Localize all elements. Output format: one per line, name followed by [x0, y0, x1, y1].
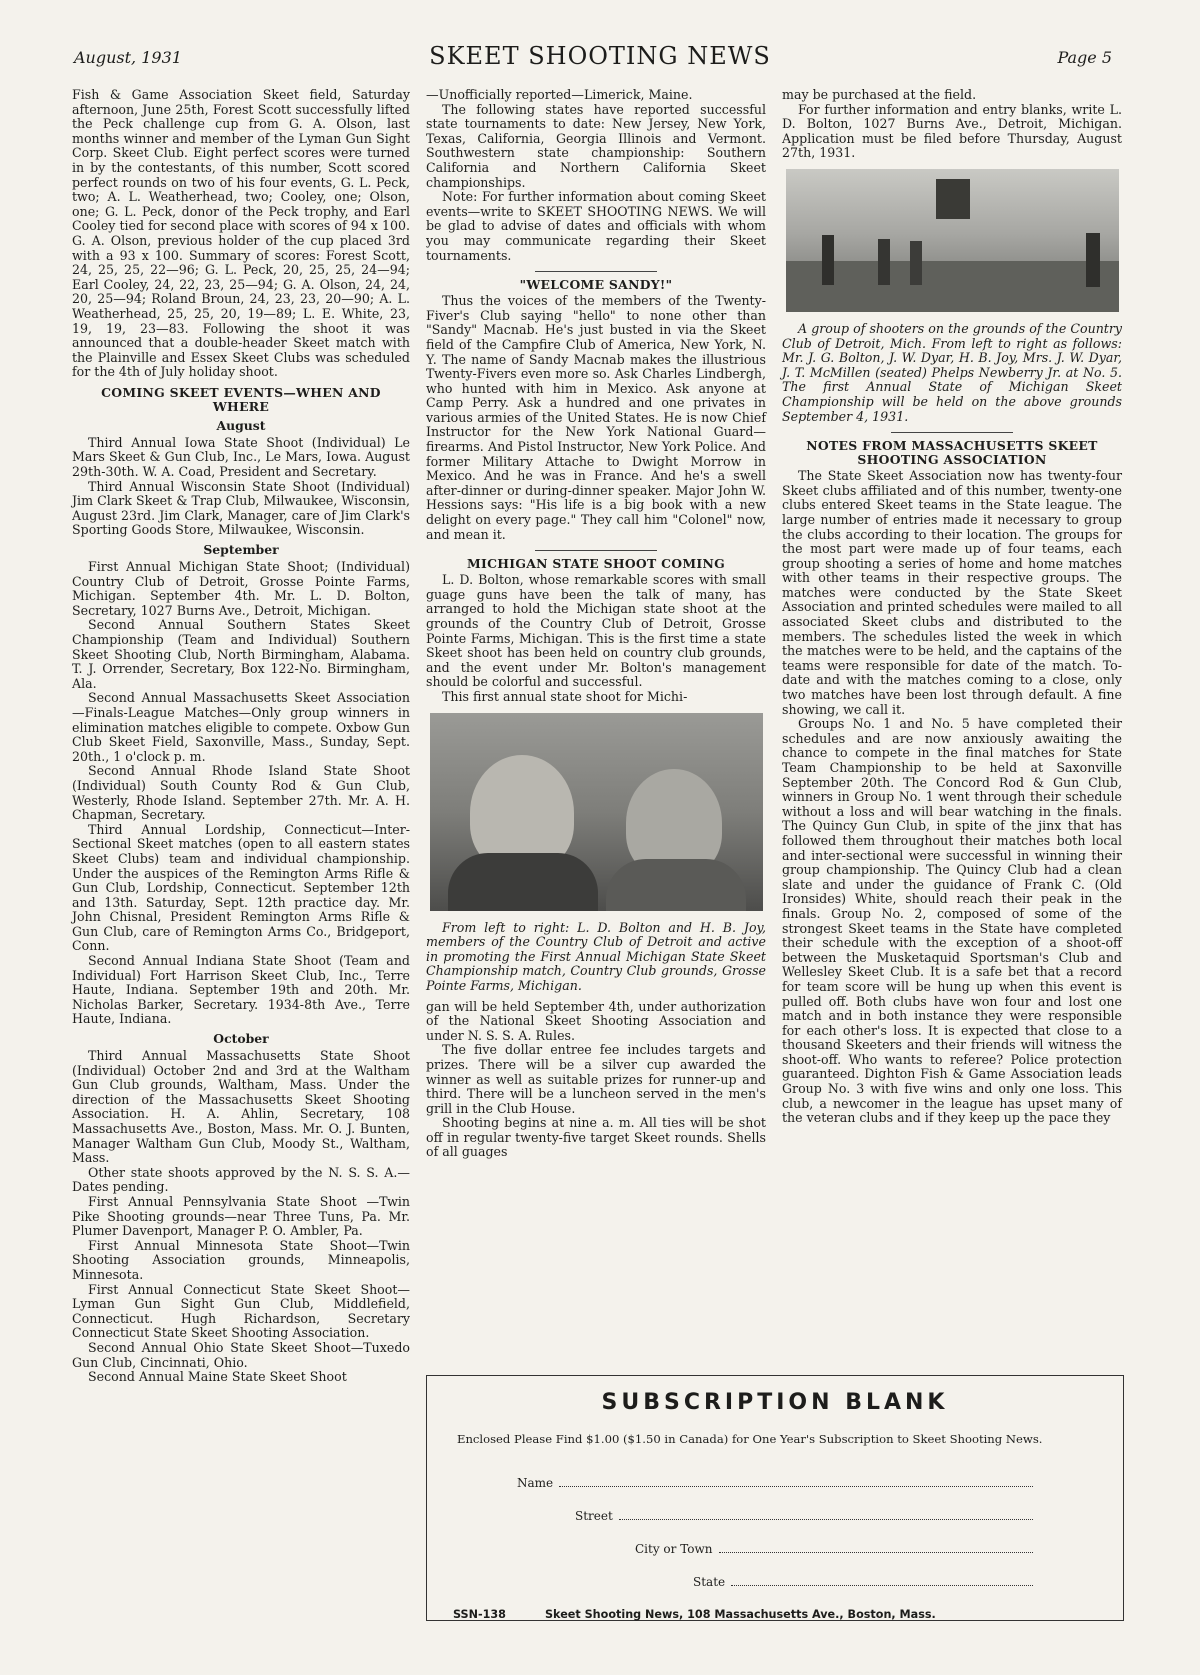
event-item: Second Annual Ohio State Skeet Shoot—Tuxedo Gun Club, Cincinnati, Ohio. — [72, 1339, 410, 1370]
event-item: Second Annual Maine State Skeet Shoot — [88, 1369, 347, 1385]
column-2 — [426, 88, 766, 1160]
article-text: Shooting begins at nine a. m. All ties will be shot off in regular twenty-five target Skeet rounds. Shells of all guages — [426, 1115, 766, 1160]
article-text: Fish & Game Association Skeet field, Saturday afternoon, June 25th, Forest Scott successfully lifted the Peck challenge cup from G. A. Olson, last months winner and member of the Lyman Gun Sight Corp. Skeet Club. Eight perfect scores were turned in by the contestants, of this number, Scott scored perfect rounds on two of his four events, G. L. Peck, two; A. L. Weatherhead, two; Cooley, one; Olson, one; G. L. Peck, donor of the Peck trophy, and Earl Cooley tied for second place with scores of 94 x 100. G. A. Olson, previous holder of the cup placed 3rd with a 93 x 100. Summary of scores: Forest Scott, 24, 25, 25, 22—96; G. L. Peck, 20, 25, 25, 24—94; Earl Cooley, 24, 22, 23, 25—94; G. A. Olson, 24, 24, 20, 25—94; Roland Broun, 24, 23, 23, 20—90; A. L. Weatherhead, 25, 25, 20, 19—89; L. E. White, 23, 19, 19, 23—83. Following the shoot it was announced that a double-header Skeet match with the Plainville and Essex Skeet Clubs was scheduled for the 4th of July holiday shoot. — [72, 87, 410, 380]
page-number: Page 5 — [1057, 48, 1112, 67]
event-item: First Annual Connecticut State Skeet Shoot—Lyman Gun Sight Gun Club, Middlefield, Connecticut. Hugh Richardson, Secretary Connecticut State Skeet Shooting Association. — [72, 1281, 410, 1341]
name-label: Name — [517, 1476, 554, 1490]
mailing-address: Skeet Shooting News, 108 Massachusetts Ave., Boston, Mass. — [545, 1608, 936, 1621]
event-item: Second Annual Massachusetts Skeet Association—Finals-League Matches—Only group winners in elimination matches eligible to compete. Oxbow Gun Club Skeet Field, Saxonville, Mass., Sunday, Sept. 20th., 1 o'clock p. m. — [72, 690, 411, 764]
name-line[interactable] — [559, 1478, 1033, 1487]
subscription-text: Enclosed Please Find $1.00 ($1.50 in Canada) for One Year's Subscription to Skeet Shooting News. — [457, 1432, 1043, 1446]
month-heading: August — [216, 417, 266, 433]
event-item: Second Annual Southern States Skeet Championship (Team and Individual) Southern Skeet Shooting Club, North Birmingham, Alabama. T. J. Orrender, Secretary, Box 122-No. Birmingham, Ala. — [72, 617, 410, 691]
event-item: Second Annual Rhode Island State Shoot (Individual) South County Rod & Gun Club, Westerly, Rhode Island. September 27th. Mr. A. H. Chapman, Secretary. — [72, 763, 410, 823]
subscription-blank — [426, 1375, 1124, 1621]
state-line[interactable] — [731, 1577, 1033, 1586]
street-line[interactable] — [619, 1511, 1033, 1520]
article-text: The following states have reported successful state tournaments to date: New Jersey, New York, Texas, California, Georgia Illinois and Vermont. Southwestern state championship: Southern California and Northern California Skeet championships. — [426, 101, 766, 190]
state-label: State — [693, 1575, 726, 1589]
event-item: Third Annual Massachusetts State Shoot (Individual) October 2nd and 3rd at the Waltham Gun Club grounds, Waltham, Mass. Under the direction of the Massachusetts Skeet Shooting Association. H. A. Ahlin, Secretary, 108 Massachusetts Ave., Boston, Mass. Mr. O. J. Bunten, Manager Waltham Gun Club, Moody St., Waltham, Mass. — [72, 1048, 410, 1166]
section-heading: MICHIGAN STATE SHOOT COMING — [466, 556, 726, 572]
article-text: The State Skeet Association now has twenty-four Skeet clubs affiliated and of this number, twenty-one clubs entered Skeet teams in the State league. The large number of entries made it necessary to group the clubs according to their location. The groups for the most part were made up of four teams, each group shooting a series of home and home matches with other teams in their respective groups. The matches were conducted by the State Skeet Association and printed schedules were mailed to all associated Skeet clubs and distributed to the members. The schedules listed the week in which the matches were to be held, and the captains of the teams were responsible for date of the match. To-date and with the matches coming to a close, only two matches have been lost through default. A fine showing, we call it. — [782, 468, 1122, 717]
article-text: Note: For further information about coming Skeet events—write to SKEET SHOOTING NEWS. We will be glad to advise of dates and officials with whom you may communicate regarding their Skeet tournaments. — [426, 189, 766, 263]
event-item: Second Annual Indiana State Shoot (Team and Individual) Fort Harrison Skeet Club, Inc., Terre Haute, Indiana. September 19th and 20th. Mr. Nicholas Barker, Secretary. 1934-8th Ave., Terre Haute, Indiana. — [72, 953, 410, 1027]
photo-caption: From left to right: L. D. Bolton and H. B. Joy, members of the Country Club of Detroit and active in promoting the First Annual Michigan State Skeet Championship match, Country Club grounds, Grosse Pointe Farms, Michigan. — [426, 919, 766, 993]
article-text: gan will be held September 4th, under authorization of the National Skeet Shooting Association and under N. S. S. A. Rules. — [426, 998, 766, 1043]
event-item: Third Annual Iowa State Shoot (Individual) Le Mars Skeet & Gun Club, Inc., Le Mars, Iowa. August 29th-30th. W. A. Coad, President and Secretary. — [72, 434, 410, 480]
form-code: SSN-138 — [453, 1608, 506, 1621]
month-heading: October — [213, 1031, 269, 1047]
publication-title: SKEET SHOOTING NEWS — [429, 42, 771, 70]
article-text: Thus the voices of the members of the Twenty-Fiver's Club saying "hello" to none other than "Sandy" Macnab. He's just busted in via the Skeet field of the Campfire Club of America, New York, N. Y. The name of Sandy Macnab makes the illustrious Twenty-Fivers even more so. Ask Charles Lindbergh, who hunted with him in Mexico. Ask anyone at Camp Perry. Ask a hundred and one privates in various armies of the United States. He is now Chief Instructor for the New York National Guard—firearms. And Pistol Instructor, New York Police. And former Military Attache to Dwight Morrow in Mexico. And he was in France. And he's a swell after-dinner or during-dinner speaker. Major John W. Hessions says: "His life is a big book with a new delight on every page." They call him "Colonel" now, and mean it. — [426, 293, 766, 542]
city-label: City or Town — [635, 1542, 713, 1556]
photo-shooters-group — [786, 169, 1119, 312]
state-field[interactable] — [693, 1575, 1033, 1589]
section-heading: "WELCOME SANDY!" — [519, 277, 673, 293]
issue-date: August, 1931 — [74, 48, 182, 67]
article-text: Groups No. 1 and No. 5 have completed their schedules and are now anxiously awaiting the chance to compete in the final matches for State Team Championship to be held at Saxonville September 20th. The Concord Rod & Gun Club, winners in Group No. 1 went through their schedule without a loss and will bear watching in the finals. The Quincy Gun Club, in spite of the jinx that has followed them throughout their matches both local and inter-sectional were successful in winning their group championship. The Quincy Club had a clean slate and under the guidance of Frank C. (Old Ironsides) White, should reach their peak in the finals. Group No. 2, composed of some of the strongest Skeet teams in the State have completed their schedule with the exception of a shoot-off between the Musketaquid Sportsman's Club and Wellesley Skeet Club. It is a safe bet that a record for team score will be hung up when this event is pulled off. Both clubs have won four and lost one match and in both instance they were responsible for each other's loss. It is expected that close to a thousand Skeeters and their friends will witness the shoot-off. Who wants to referee? Police protection guaranteed. Dighton Fish & Game Association leads Group No. 3 with five wins and only one loss. This club, a newcomer in the league has upset many of the veteran clubs and if they keep up the pace they — [782, 716, 1122, 1126]
event-item: Third Annual Lordship, Connecticut—Inter-Sectional Skeet matches (open to all eastern states Skeet Clubs) team and individual championship. Under the auspices of the Remington Arms Rifle & Gun Club, Lordship, Connecticut. September 12th and 13th. Saturday, Sept. 12th practice day. Mr. John Chisnal, President Remington Arms Rifle & Gun Club, care of Remington Arms Co., Bridgeport, Conn. — [72, 821, 410, 954]
column-1 — [72, 88, 410, 1385]
page-header — [0, 38, 1200, 78]
subscription-title: SUBSCRIPTION BLANK — [601, 1390, 949, 1415]
street-label: Street — [575, 1509, 613, 1523]
article-text: may be purchased at the field. — [782, 87, 977, 102]
article-text: L. D. Bolton, whose remarkable scores with small guage guns have been the talk of many, has arranged to hold the Michigan state shoot at the grounds of the Country Club of Detroit, Grosse Pointe Farms, Michigan. This is the first time a state Skeet shoot has been held on country club grounds, and the event under Mr. Bolton's management should be colorful and successful. — [426, 572, 766, 690]
column-3 — [782, 88, 1122, 1126]
month-heading: September — [203, 542, 279, 558]
article-text: —Unofficially reported—Limerick, Maine. — [426, 87, 693, 102]
name-field[interactable] — [517, 1476, 1033, 1490]
photo-caption: A group of shooters on the grounds of the Country Club of Detroit, Mich. From left to right as follows: Mr. J. G. Bolton, J. W. Dyar, H. B. Joy, Mrs. J. W. Dyar, J. T. McMillen (seated) Phelps Newberry Jr. at No. 5. The first Annual State of Michigan Skeet Championship will be held on the above grounds September 4, 1931. — [782, 320, 1122, 424]
photo-bolton-joy — [430, 713, 763, 911]
section-heading: NOTES FROM MASSACHUSETTS SKEET SHOOTING ASSOCIATION — [806, 438, 1098, 468]
event-item: Third Annual Wisconsin State Shoot (Individual) Jim Clark Skeet & Trap Club, Milwaukee, Wisconsin, August 23rd. Jim Clark, Manager, care of Jim Clark's Sporting Goods Store, Milwaukee, Wisconsin. — [72, 478, 410, 538]
street-field[interactable] — [575, 1509, 1033, 1523]
article-text: This first annual state shoot for Michi- — [442, 688, 688, 704]
article-text: The five dollar entree fee includes targets and prizes. There will be a silver cup awarded the winner as well as suitable prizes for runner-up and third. There will be a luncheon served in the men's grill in the Club House. — [426, 1042, 766, 1116]
divider — [891, 432, 1013, 433]
city-line[interactable] — [719, 1544, 1033, 1553]
event-item: First Annual Minnesota State Shoot—Twin Shooting Association grounds, Minneapolis, Minnesota. — [72, 1237, 410, 1282]
city-field[interactable] — [635, 1542, 1033, 1556]
event-item: First Annual Michigan State Shoot; (Individual) Country Club of Detroit, Grosse Pointe Farms, Michigan. September 4th. Mr. L. D. Bolton, Secretary, 1027 Burns Ave., Detroit, Michigan. — [72, 559, 410, 618]
event-item: First Annual Pennsylvania State Shoot —Twin Pike Shooting grounds—near Three Tuns, Pa. Mr. Plumer Davenport, Manager P. O. Ambler, Pa. — [72, 1193, 410, 1239]
section-heading: COMING SKEET EVENTS—WHEN AND WHERE — [101, 384, 381, 414]
divider — [535, 271, 657, 272]
divider — [535, 550, 657, 551]
event-item: Other state shoots approved by the N. S. S. A.—Dates pending. — [72, 1164, 410, 1195]
article-text: For further information and entry blanks, write L. D. Bolton, 1027 Burns Ave., Detroit, Michigan. Application must be filed before Thursday, August 27th, 1931. — [782, 101, 1122, 161]
